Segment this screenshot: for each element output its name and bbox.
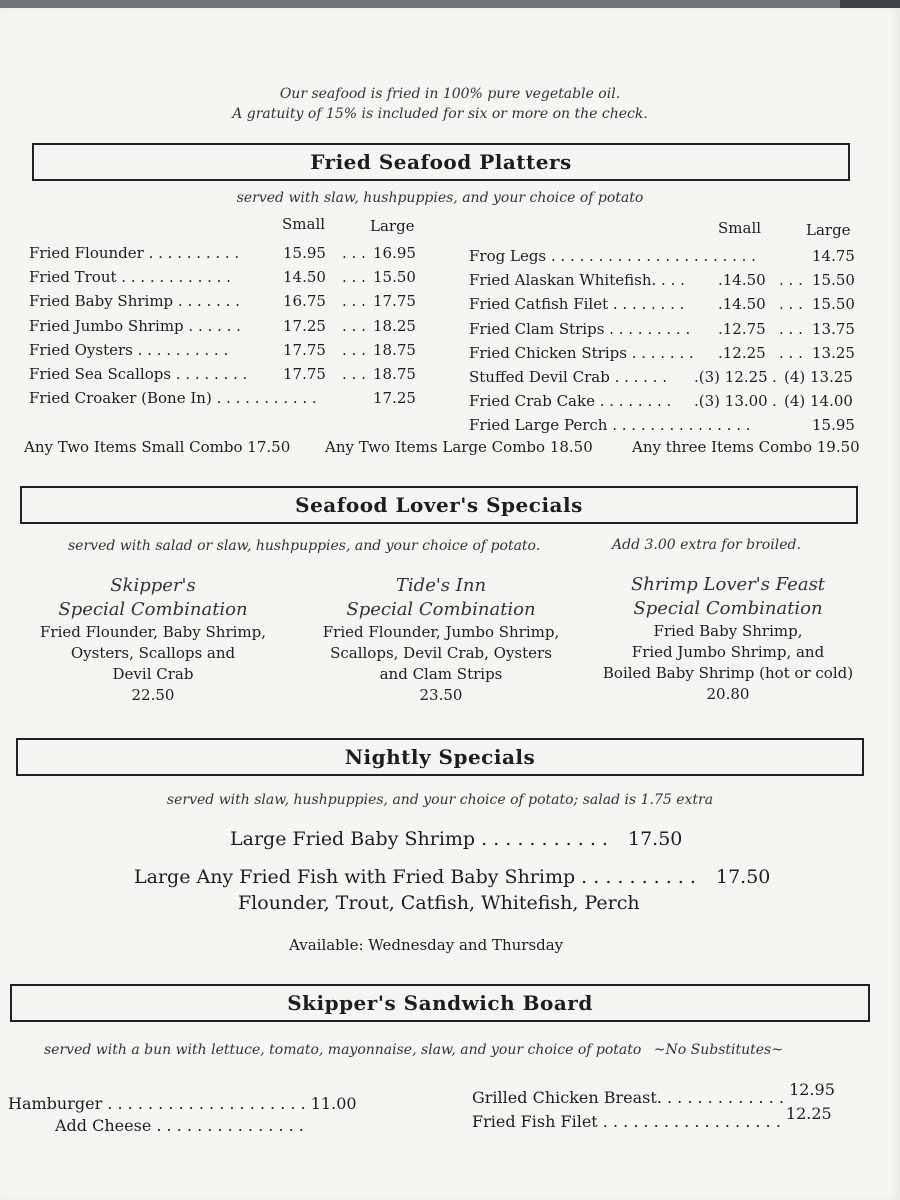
- tides-inn-title-2: Special Combination: [346, 599, 536, 620]
- right-platter-small-price: .14.50: [718, 271, 766, 290]
- left-platter-small-price: 17.75: [283, 340, 326, 359]
- left-platter-small-price: 15.95: [283, 244, 326, 262]
- nightly-fish-list: Flounder, Trout, Catfish, Whitefish, Perch: [238, 892, 640, 914]
- left-platter-large-price: 16.95: [373, 244, 416, 262]
- right-platter-item-label: Fried Crab Cake . . . . . . . .: [469, 392, 672, 411]
- right-platter-price-leader: .: [772, 368, 777, 386]
- left-platter-large-price: 18.25: [373, 316, 416, 335]
- sandwich-note: [44, 1042, 783, 1058]
- right-platter-small-price: .14.50: [718, 295, 766, 314]
- right-platter-item-label: Fried Alaskan Whitefish. . . .: [469, 271, 685, 290]
- combo-three: Any three Items Combo 19.50: [632, 438, 860, 456]
- grilled-chicken-label: Grilled Chicken Breast. . . . . . . . . . . . .: [472, 1088, 784, 1107]
- sandwich-header: [10, 984, 870, 1022]
- left-platter-large-price: 18.75: [373, 340, 416, 359]
- right-large-heading: Large: [806, 221, 851, 239]
- right-platter-price-leader: . . .: [779, 295, 803, 314]
- left-platter-price-leader: . . .: [342, 340, 366, 359]
- left-platter-price-leader: . . .: [342, 316, 366, 335]
- nightly-item-2: [134, 866, 770, 888]
- nightly-title: Nightly Specials: [344, 745, 536, 769]
- right-platter-large-price: (4) 13.25: [784, 368, 853, 386]
- fish-filet-item: [472, 1104, 832, 1131]
- left-platter-small-price: 17.25: [283, 316, 326, 335]
- left-platter-price-leader: . . .: [342, 365, 366, 383]
- nightly-header: [16, 738, 864, 776]
- left-platter-small-price: 17.75: [283, 365, 326, 383]
- left-platter-large-price: 17.75: [373, 292, 416, 311]
- nightly-item-1-price: 17.50: [628, 828, 683, 850]
- right-platter-large-price: 13.25: [812, 343, 855, 362]
- left-platter-small-price: 16.75: [283, 292, 326, 311]
- left-platter-large-price: 18.75: [373, 365, 416, 383]
- fish-filet-price: 12.25: [785, 1104, 832, 1123]
- fried-platters-note: served with slaw, hushpuppies, and your choice of potato: [236, 190, 644, 206]
- add-cheese-item: Add Cheese . . . . . . . . . . . . . . .: [55, 1116, 304, 1135]
- grilled-chicken-price: 12.95: [789, 1080, 835, 1099]
- right-platter-item-label: Fried Catfish Filet . . . . . . . .: [469, 295, 685, 314]
- sandwich-title: Skipper's Sandwich Board: [287, 991, 593, 1015]
- right-platter-price-leader: . . .: [779, 343, 803, 362]
- skippers-title-2: Special Combination: [58, 599, 248, 620]
- right-platter-large-price: 15.50: [812, 271, 855, 290]
- nightly-item-1: [230, 828, 682, 850]
- tides-inn-line-1: Fried Flounder, Jumbo Shrimp,: [322, 623, 560, 641]
- hamburger-item: [8, 1094, 357, 1113]
- right-platter-large-price: 13.75: [812, 319, 855, 338]
- shrimp-lovers-title-1: Shrimp Lover's Feast: [630, 574, 826, 595]
- right-platter-item-label: Fried Chicken Strips . . . . . . .: [469, 343, 694, 362]
- left-platter-large-price: 17.25: [373, 389, 416, 408]
- left-platter-item-label: Fried Sea Scallops . . . . . . . .: [29, 365, 248, 383]
- grilled-chicken-item: [472, 1080, 835, 1107]
- shrimp-lovers-line-3: Boiled Baby Shrimp (hot or cold): [602, 664, 854, 682]
- shrimp-lovers-special: [592, 573, 864, 705]
- tides-inn-special: [305, 574, 577, 706]
- right-platter-item-label: Stuffed Devil Crab . . . . . .: [469, 368, 668, 386]
- intro-line-1: Our seafood is fried in 100% pure vegetable oil.: [279, 86, 621, 102]
- combo-large: Any Two Items Large Combo 18.50: [325, 438, 593, 456]
- left-platter-small-price: 14.50: [283, 268, 326, 287]
- no-substitutes-note: ~No Substitutes~: [653, 1042, 783, 1058]
- left-platter-item-label: Fried Trout . . . . . . . . . . . .: [29, 268, 231, 287]
- fish-filet-label: Fried Fish Filet . . . . . . . . . . . . . . . . . .: [472, 1112, 781, 1131]
- right-platter-small-price: .(3) 13.00: [694, 392, 768, 411]
- tides-inn-title-1: Tide's Inn: [395, 575, 487, 596]
- right-platter-item-label: Frog Legs . . . . . . . . . . . . . . . . . . . . . .: [469, 247, 756, 265]
- left-platter-item-label: Fried Jumbo Shrimp . . . . . .: [29, 316, 241, 335]
- skippers-line-3: Devil Crab: [112, 665, 194, 683]
- hamburger-label: Hamburger . . . . . . . . . . . . . . . . . . . .: [8, 1094, 306, 1113]
- menu-page: [0, 8, 900, 1200]
- lovers-note: served with salad or slaw, hushpuppies, and your choice of potato.: [68, 538, 541, 554]
- left-platter-price-leader: . . .: [342, 292, 366, 311]
- left-platter-item-label: Fried Flounder . . . . . . . . . .: [29, 244, 240, 262]
- skippers-special: [22, 574, 284, 706]
- right-small-heading: Small: [718, 219, 762, 237]
- combo-small: Any Two Items Small Combo 17.50: [24, 438, 291, 456]
- right-platter-price-leader: . . .: [779, 319, 803, 338]
- left-platter-large-price: 15.50: [373, 268, 416, 287]
- intro-line-2: A gratuity of 15% is included for six or more on the check.: [232, 106, 648, 122]
- right-platter-item-label: Fried Large Perch . . . . . . . . . . . . . . .: [469, 416, 751, 435]
- fried-platters-header: [32, 143, 850, 181]
- broiled-note: Add 3.00 extra for broiled.: [612, 537, 801, 553]
- left-platter-price-leader: . . .: [342, 268, 366, 287]
- left-platter-item-label: Fried Oysters . . . . . . . . . .: [29, 340, 229, 359]
- fried-platters-title: Fried Seafood Platters: [310, 150, 572, 174]
- tides-inn-line-3: and Clam Strips: [379, 665, 503, 683]
- shrimp-lovers-line-2: Fried Jumbo Shrimp, and: [631, 643, 825, 661]
- left-platter-item-label: Fried Baby Shrimp . . . . . . .: [29, 292, 240, 311]
- left-platter-item-label: Fried Croaker (Bone In) . . . . . . . . . . .: [29, 389, 317, 408]
- right-platter-large-price: (4) 14.00: [784, 392, 853, 411]
- left-small-heading: Small: [282, 215, 326, 233]
- lovers-header: [20, 486, 858, 524]
- right-platter-price-leader: .: [772, 392, 777, 411]
- skippers-price: 22.50: [131, 686, 175, 704]
- left-platter-price-leader: . . .: [342, 244, 366, 262]
- nightly-item-1-label: Large Fried Baby Shrimp . . . . . . . . . . .: [230, 828, 608, 850]
- nightly-item-2-label: Large Any Fried Fish with Fried Baby Shrimp . . . . . . . . . .: [134, 866, 696, 888]
- hamburger-price: 11.00: [310, 1094, 357, 1113]
- right-platter-item-label: Fried Clam Strips . . . . . . . . .: [469, 319, 691, 338]
- right-platter-small-price: .12.25: [718, 343, 766, 362]
- right-platter-large-price: 15.95: [812, 416, 855, 435]
- skippers-line-1: Fried Flounder, Baby Shrimp,: [39, 623, 267, 641]
- shrimp-lovers-title-2: Special Combination: [633, 598, 823, 619]
- right-platter-price-leader: . . .: [779, 271, 803, 290]
- shrimp-lovers-line-1: Fried Baby Shrimp,: [653, 622, 803, 640]
- right-platter-large-price: 15.50: [812, 295, 855, 314]
- lovers-title: Seafood Lover's Specials: [295, 493, 583, 517]
- left-large-heading: Large: [370, 217, 415, 235]
- tides-inn-price: 23.50: [419, 686, 463, 704]
- right-platter-large-price: 14.75: [812, 247, 855, 265]
- sandwich-note-text: served with a bun with lettuce, tomato, mayonnaise, slaw, and your choice of potato: [44, 1042, 642, 1058]
- right-platter-small-price: .(3) 12.25: [694, 368, 768, 386]
- nightly-availability: Available: Wednesday and Thursday: [289, 936, 564, 954]
- nightly-note: served with slaw, hushpuppies, and your choice of potato; salad is 1.75 extra: [166, 792, 714, 808]
- shrimp-lovers-price: 20.80: [706, 685, 750, 703]
- right-platter-small-price: .12.75: [718, 319, 766, 338]
- tides-inn-line-2: Scallops, Devil Crab, Oysters: [330, 644, 552, 662]
- skippers-line-2: Oysters, Scallops and: [70, 644, 236, 662]
- skippers-title-1: Skipper's: [110, 575, 196, 596]
- nightly-item-2-price: 17.50: [715, 866, 771, 888]
